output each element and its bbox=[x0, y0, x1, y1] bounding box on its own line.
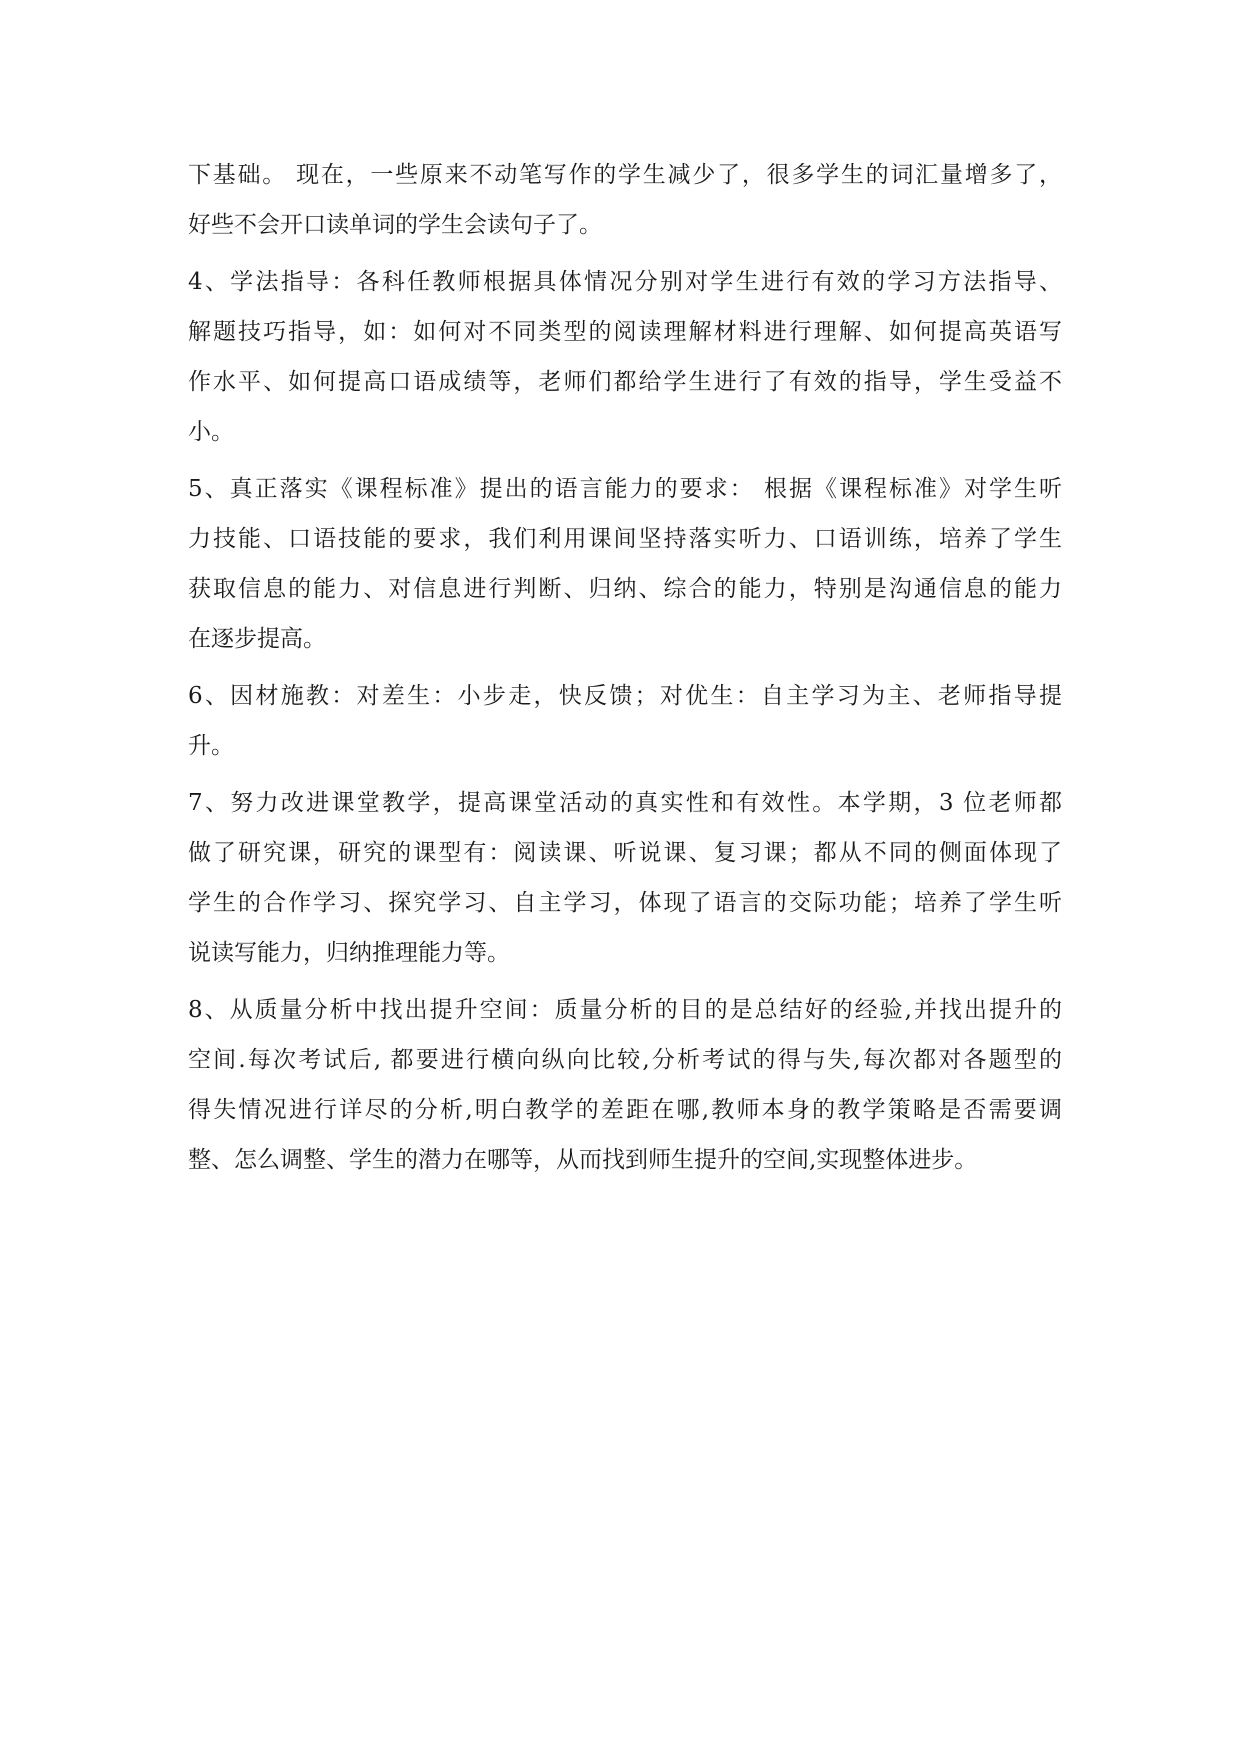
paragraph bbox=[188, 985, 1062, 1185]
text-line: 在逐步提高。 bbox=[188, 626, 326, 652]
text-line: 学生的合作学习、探究学习、自主学习，体现了语言的交际功能；培养了学生听 bbox=[188, 890, 1062, 916]
text-line: 好些不会开口读单词的学生会读句子了。 bbox=[188, 212, 602, 238]
paragraph bbox=[188, 150, 1062, 250]
text-line: 升。 bbox=[188, 733, 234, 759]
body-text bbox=[188, 150, 1062, 1185]
paragraph bbox=[188, 671, 1062, 771]
text-line: 下基础。 现在，一些原来不动笔写作的学生减少了，很多学生的词汇量增多了， bbox=[188, 162, 1062, 188]
text-line: 7、努力改进课堂教学，提高课堂活动的真实性和有效性。本学期，3 位老师都 bbox=[188, 790, 1062, 816]
text-line: 整、怎么调整、学生的潜力在哪等，从而找到师生提升的空间,实现整体进步。 bbox=[188, 1147, 978, 1173]
text-line: 做了研究课，研究的课型有：阅读课、听说课、复习课；都从不同的侧面体现了 bbox=[188, 840, 1062, 866]
text-line: 小。 bbox=[188, 419, 234, 445]
paragraph bbox=[188, 464, 1062, 664]
text-line: 8、从质量分析中找出提升空间：质量分析的目的是总结好的经验,并找出提升的 bbox=[188, 997, 1062, 1023]
paragraph bbox=[188, 257, 1062, 457]
text-line: 作水平、如何提高口语成绩等，老师们都给学生进行了有效的指导，学生受益不 bbox=[188, 369, 1062, 395]
text-line: 6、因材施教：对差生：小步走，快反馈；对优生：自主学习为主、老师指导提 bbox=[188, 683, 1062, 709]
paragraph bbox=[188, 778, 1062, 978]
text-line: 解题技巧指导，如：如何对不同类型的阅读理解材料进行理解、如何提高英语写 bbox=[188, 319, 1062, 345]
text-line: 说读写能力，归纳推理能力等。 bbox=[188, 940, 510, 966]
text-line: 获取信息的能力、对信息进行判断、归纳、综合的能力，特别是沟通信息的能力 bbox=[188, 576, 1062, 602]
text-line: 4、学法指导：各科任教师根据具体情况分别对学生进行有效的学习方法指导、 bbox=[188, 269, 1062, 295]
text-line: 5、真正落实《课程标准》提出的语言能力的要求： 根据《课程标准》对学生听 bbox=[188, 476, 1062, 502]
text-line: 空间.每次考试后, 都要进行横向纵向比较,分析考试的得与失,每次都对各题型的 bbox=[188, 1047, 1062, 1073]
text-line: 得失情况进行详尽的分析,明白教学的差距在哪,教师本身的教学策略是否需要调 bbox=[188, 1097, 1062, 1123]
text-line: 力技能、口语技能的要求，我们利用课间坚持落实听力、口语训练，培养了学生 bbox=[188, 526, 1062, 552]
